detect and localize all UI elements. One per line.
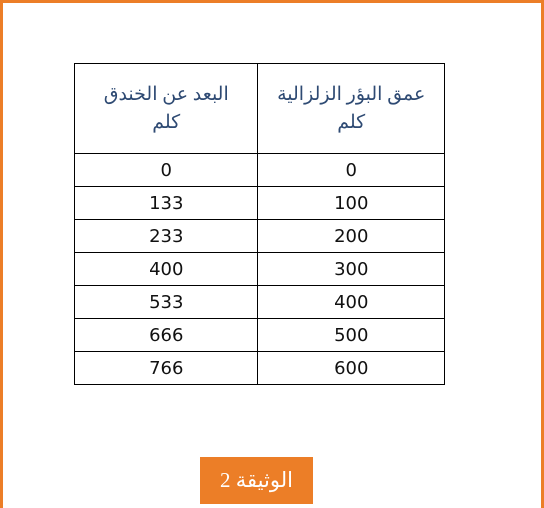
distance-cell: 0 [75,154,258,187]
header-depth-title: عمق البؤر الزلزالية [277,83,426,105]
depth-cell: 400 [258,286,445,319]
table-row [75,187,445,220]
distance-cell: 666 [75,319,258,352]
distance-cell: 766 [75,352,258,385]
distance-cell: 233 [75,220,258,253]
depth-cell: 500 [258,319,445,352]
table-row [75,286,445,319]
distance-cell: 133 [75,187,258,220]
header-distance [75,64,258,154]
header-depth [258,64,445,154]
table-row [75,319,445,352]
header-distance-title: البعد عن الخندق [103,83,229,105]
depth-cell: 100 [258,187,445,220]
table-header-row [75,64,445,154]
distance-cell: 533 [75,286,258,319]
depth-cell: 600 [258,352,445,385]
table-row [75,352,445,385]
document-label: الوثيقة 2 [200,457,313,504]
depth-cell: 200 [258,220,445,253]
distance-cell: 400 [75,253,258,286]
table-row [75,253,445,286]
depth-cell: 0 [258,154,445,187]
data-table [74,63,445,385]
header-distance-unit: كلم [152,111,181,133]
table-row [75,220,445,253]
depth-cell: 300 [258,253,445,286]
header-depth-unit: كلم [337,111,366,133]
table-row [75,154,445,187]
